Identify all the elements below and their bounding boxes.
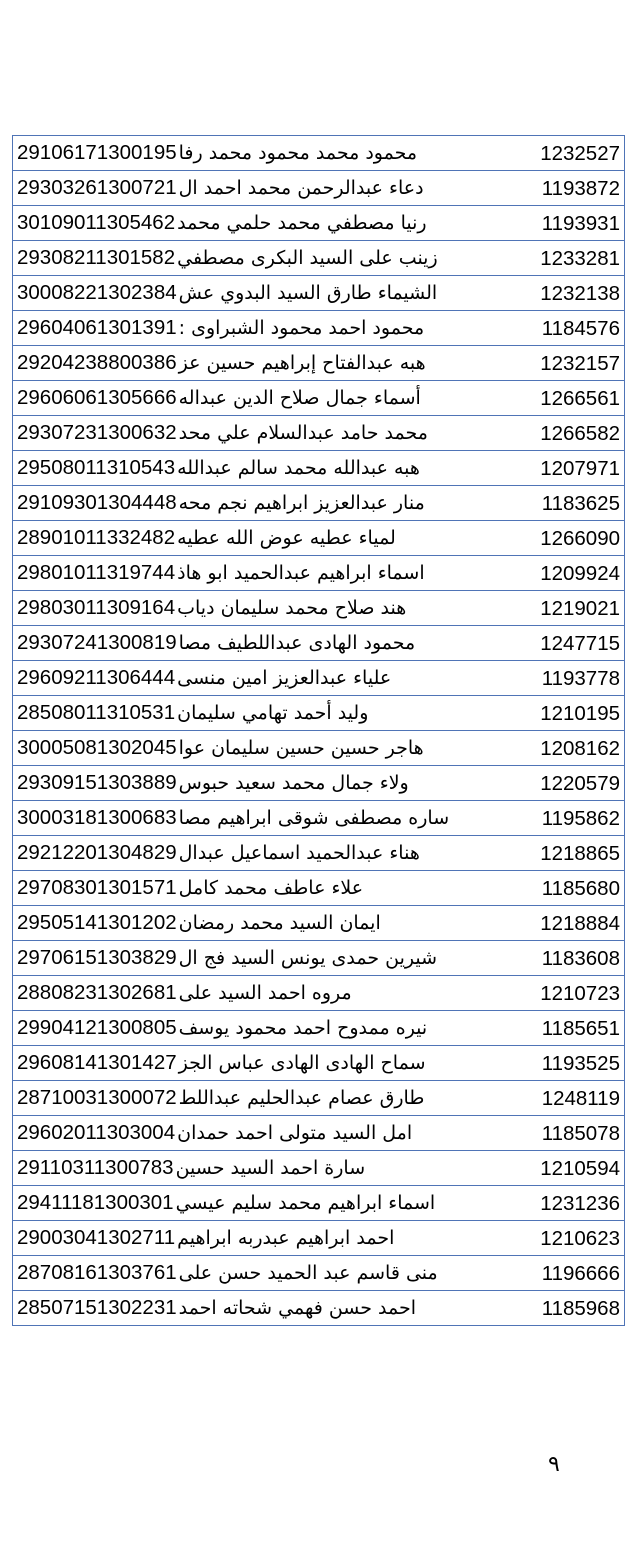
person-name: ولاء جمال محمد سعيد حبوس	[178, 772, 409, 794]
table-row	[13, 801, 625, 836]
code-cell	[531, 941, 625, 976]
name-cell	[13, 626, 531, 661]
record-code: 1266090	[540, 526, 620, 550]
record-code: 1185968	[541, 1296, 620, 1320]
national-id: 29212201304829	[17, 841, 177, 864]
name-cell	[13, 311, 531, 346]
name-cell	[13, 766, 531, 801]
national-id: 28708161303761	[17, 1261, 177, 1284]
code-cell	[531, 346, 625, 381]
code-cell	[531, 311, 625, 346]
national-id: 28507151302231	[17, 1296, 177, 1319]
name-cell	[13, 486, 531, 521]
person-name: سماح الهادى الهادى عباس الجز	[178, 1052, 426, 1074]
record-code: 1233281	[540, 246, 620, 270]
table-row	[13, 836, 625, 871]
person-name: محمود احمد محمود الشبراوى :	[178, 317, 425, 339]
table-row	[13, 206, 625, 241]
record-code: 1208162	[540, 736, 620, 760]
national-id: 29604061301391	[17, 316, 177, 339]
person-name: منى قاسم عبد الحميد حسن على	[178, 1262, 438, 1284]
record-code: 1220579	[540, 771, 620, 795]
table-row	[13, 381, 625, 416]
record-code: 1248119	[541, 1086, 620, 1110]
table-row	[13, 766, 625, 801]
national-id: 29708301301571	[17, 876, 177, 899]
table-row	[13, 451, 625, 486]
code-cell	[531, 731, 625, 766]
code-cell	[531, 1011, 625, 1046]
national-id: 29303261300721	[17, 176, 177, 199]
record-code: 1185680	[541, 876, 620, 900]
table-row	[13, 556, 625, 591]
name-cell	[13, 521, 531, 556]
table-row	[13, 521, 625, 556]
national-id: 29308211301582	[17, 246, 176, 269]
name-cell	[13, 941, 531, 976]
page-number: ٩	[548, 1452, 560, 1477]
name-cell	[13, 381, 531, 416]
person-name: علياء عبدالعزيز امين منسى	[177, 667, 392, 689]
record-code: 1210623	[540, 1226, 620, 1250]
person-name: سارة احمد السيد حسين	[175, 1157, 366, 1179]
record-code: 1196666	[541, 1261, 620, 1285]
national-id: 28808231302681	[17, 981, 177, 1004]
table-row	[13, 311, 625, 346]
national-id: 29609211306444	[17, 666, 176, 689]
code-cell	[531, 836, 625, 871]
table-row	[13, 871, 625, 906]
person-name: علاء عاطف محمد كامل	[178, 877, 364, 899]
record-code: 1210195	[540, 701, 620, 725]
national-id: 29606061305666	[17, 386, 177, 409]
table-row	[13, 696, 625, 731]
table-row	[13, 1291, 625, 1326]
table-row	[13, 1046, 625, 1081]
national-id: 28710031300072	[17, 1086, 177, 1109]
record-code: 1232157	[540, 351, 620, 375]
person-name: لمياء عطيه عوض الله عطيه	[177, 527, 396, 549]
record-code: 1193931	[541, 211, 620, 235]
table-row	[13, 346, 625, 381]
person-name: مروه احمد السيد على	[178, 982, 352, 1004]
record-code: 1210723	[540, 981, 620, 1005]
national-id: 30005081302045	[17, 736, 177, 759]
person-name: هند صلاح محمد سليمان دياب	[177, 597, 407, 619]
name-cell	[13, 661, 531, 696]
national-id: 29706151303829	[17, 946, 177, 969]
code-cell	[531, 626, 625, 661]
table-row	[13, 626, 625, 661]
name-cell	[13, 206, 531, 241]
national-id: 29602011303004	[17, 1121, 176, 1144]
record-code: 1231236	[540, 1191, 620, 1215]
person-name: زينب على السيد البكرى مصطفي	[177, 247, 438, 269]
table-row	[13, 276, 625, 311]
record-code: 1247715	[540, 631, 620, 655]
national-id: 29608141301427	[17, 1051, 177, 1074]
name-cell	[13, 1081, 531, 1116]
person-name: احمد حسن فهمي شحاته احمد	[178, 1297, 417, 1319]
person-name: محمد حامد عبدالسلام علي محد	[178, 422, 428, 444]
name-cell	[13, 556, 531, 591]
name-cell	[13, 1116, 531, 1151]
person-name: اسماء ابراهيم محمد سليم عيسي	[175, 1192, 436, 1214]
national-id: 29801011319744	[17, 561, 176, 584]
code-cell	[531, 276, 625, 311]
national-id: 29508011310543	[17, 456, 176, 479]
code-cell	[531, 1116, 625, 1151]
national-id: 28508011310531	[17, 701, 176, 724]
record-code: 1195862	[541, 806, 620, 830]
code-cell	[531, 136, 625, 171]
table-row	[13, 486, 625, 521]
record-code: 1209924	[540, 561, 620, 585]
name-cell	[13, 1186, 531, 1221]
person-name: نيره ممدوح احمد محمود يوسف	[178, 1017, 428, 1039]
code-cell	[531, 1046, 625, 1081]
record-code: 1183625	[541, 491, 620, 515]
person-name: وليد أحمد تهامي سليمان	[177, 702, 369, 724]
person-name: ايمان السيد محمد رمضان	[178, 912, 381, 934]
national-id: 29003041302711	[17, 1226, 176, 1249]
name-cell	[13, 591, 531, 626]
person-name: ساره مصطفى شوقى ابراهيم مصا	[178, 807, 450, 829]
national-id: 30109011305462	[17, 211, 176, 234]
name-cell	[13, 1046, 531, 1081]
code-cell	[531, 416, 625, 451]
name-cell	[13, 696, 531, 731]
roster-table	[12, 135, 625, 1326]
name-cell	[13, 1221, 531, 1256]
code-cell	[531, 451, 625, 486]
record-code: 1232138	[540, 281, 620, 305]
record-code: 1185651	[541, 1016, 620, 1040]
national-id: 29904121300805	[17, 1016, 177, 1039]
code-cell	[531, 486, 625, 521]
name-cell	[13, 171, 531, 206]
code-cell	[531, 1151, 625, 1186]
code-cell	[531, 171, 625, 206]
name-cell	[13, 1291, 531, 1326]
code-cell	[531, 1186, 625, 1221]
person-name: هناء عبدالحميد اسماعيل عبدال	[178, 842, 420, 864]
name-cell	[13, 1151, 531, 1186]
person-name: هبه عبدالفتاح إبراهيم حسين عز	[178, 352, 426, 374]
person-name: أسماء جمال صلاح الدين عبداله	[178, 387, 421, 409]
code-cell	[531, 521, 625, 556]
person-name: محمود محمد محمود محمد رفا	[178, 142, 418, 164]
table-row	[13, 1151, 625, 1186]
national-id: 29307231300632	[17, 421, 177, 444]
name-cell	[13, 451, 531, 486]
code-cell	[531, 556, 625, 591]
record-code: 1266582	[540, 421, 620, 445]
name-cell	[13, 906, 531, 941]
person-name: طارق عصام عبدالحليم عبداللط	[178, 1087, 425, 1109]
record-code: 1193872	[541, 176, 620, 200]
table-row	[13, 976, 625, 1011]
code-cell	[531, 1256, 625, 1291]
national-id: 28901011332482	[17, 526, 176, 549]
table-row	[13, 661, 625, 696]
code-cell	[531, 871, 625, 906]
table-row	[13, 591, 625, 626]
code-cell	[531, 766, 625, 801]
name-cell	[13, 976, 531, 1011]
national-id: 30008221302384	[17, 281, 177, 304]
record-code: 1219021	[540, 596, 620, 620]
table-row	[13, 731, 625, 766]
code-cell	[531, 241, 625, 276]
name-cell	[13, 1256, 531, 1291]
national-id: 29106171300195	[17, 141, 177, 164]
record-code: 1185078	[541, 1121, 620, 1145]
code-cell	[531, 906, 625, 941]
national-id: 29309151303889	[17, 771, 177, 794]
name-cell	[13, 241, 531, 276]
person-name: محمود الهادى عبداللطيف مصا	[178, 632, 416, 654]
code-cell	[531, 1291, 625, 1326]
table-row	[13, 906, 625, 941]
name-cell	[13, 836, 531, 871]
record-code: 1266561	[540, 386, 620, 410]
name-cell	[13, 731, 531, 766]
national-id: 29109301304448	[17, 491, 177, 514]
person-name: رنيا مصطفي محمد حلمي محمد	[177, 212, 427, 234]
national-id: 29307241300819	[17, 631, 177, 654]
person-name: دعاء عبدالرحمن محمد احمد ال	[178, 177, 424, 199]
record-code: 1218884	[540, 911, 620, 935]
roster-body	[13, 136, 625, 1326]
table-row	[13, 941, 625, 976]
table-row	[13, 1081, 625, 1116]
person-name: شيرين حمدى يونس السيد فج ال	[178, 947, 438, 969]
table-row	[13, 1221, 625, 1256]
record-code: 1193525	[541, 1051, 620, 1075]
name-cell	[13, 1011, 531, 1046]
record-code: 1218865	[540, 841, 620, 865]
name-cell	[13, 801, 531, 836]
code-cell	[531, 206, 625, 241]
person-name: الشيماء طارق السيد البدوي عش	[178, 282, 438, 304]
person-name: منار عبدالعزيز ابراهيم نجم محه	[178, 492, 425, 514]
table-row	[13, 1256, 625, 1291]
record-code: 1184576	[541, 316, 620, 340]
name-cell	[13, 276, 531, 311]
person-name: امل السيد متولى احمد حمدان	[177, 1122, 413, 1144]
national-id: 29505141301202	[17, 911, 177, 934]
code-cell	[531, 696, 625, 731]
table-row	[13, 136, 625, 171]
code-cell	[531, 591, 625, 626]
record-code: 1193778	[541, 666, 620, 690]
national-id: 29803011309164	[17, 596, 176, 619]
code-cell	[531, 1221, 625, 1256]
record-code: 1232527	[540, 141, 620, 165]
national-id: 29411181300301	[17, 1191, 174, 1214]
table-row	[13, 1186, 625, 1221]
name-cell	[13, 871, 531, 906]
person-name: هاجر حسين حسين سليمان عوا	[178, 737, 424, 759]
name-cell	[13, 136, 531, 171]
table-row	[13, 1116, 625, 1151]
person-name: اسماء ابراهيم عبدالحميد ابو هاذ	[177, 562, 425, 584]
table-row	[13, 416, 625, 451]
record-code: 1210594	[540, 1156, 620, 1180]
code-cell	[531, 661, 625, 696]
table-row	[13, 241, 625, 276]
code-cell	[531, 976, 625, 1011]
code-cell	[531, 801, 625, 836]
record-code: 1207971	[540, 456, 620, 480]
table-row	[13, 1011, 625, 1046]
national-id: 29204238800386	[17, 351, 177, 374]
name-cell	[13, 346, 531, 381]
code-cell	[531, 1081, 625, 1116]
national-id: 29110311300783	[17, 1156, 174, 1179]
table-row	[13, 171, 625, 206]
national-id: 30003181300683	[17, 806, 177, 829]
person-name: احمد ابراهيم عبدربه ابراهيم	[177, 1227, 395, 1249]
name-cell	[13, 416, 531, 451]
record-code: 1183608	[541, 946, 620, 970]
person-name: هبه عبدالله محمد سالم عبدالله	[177, 457, 420, 479]
code-cell	[531, 381, 625, 416]
